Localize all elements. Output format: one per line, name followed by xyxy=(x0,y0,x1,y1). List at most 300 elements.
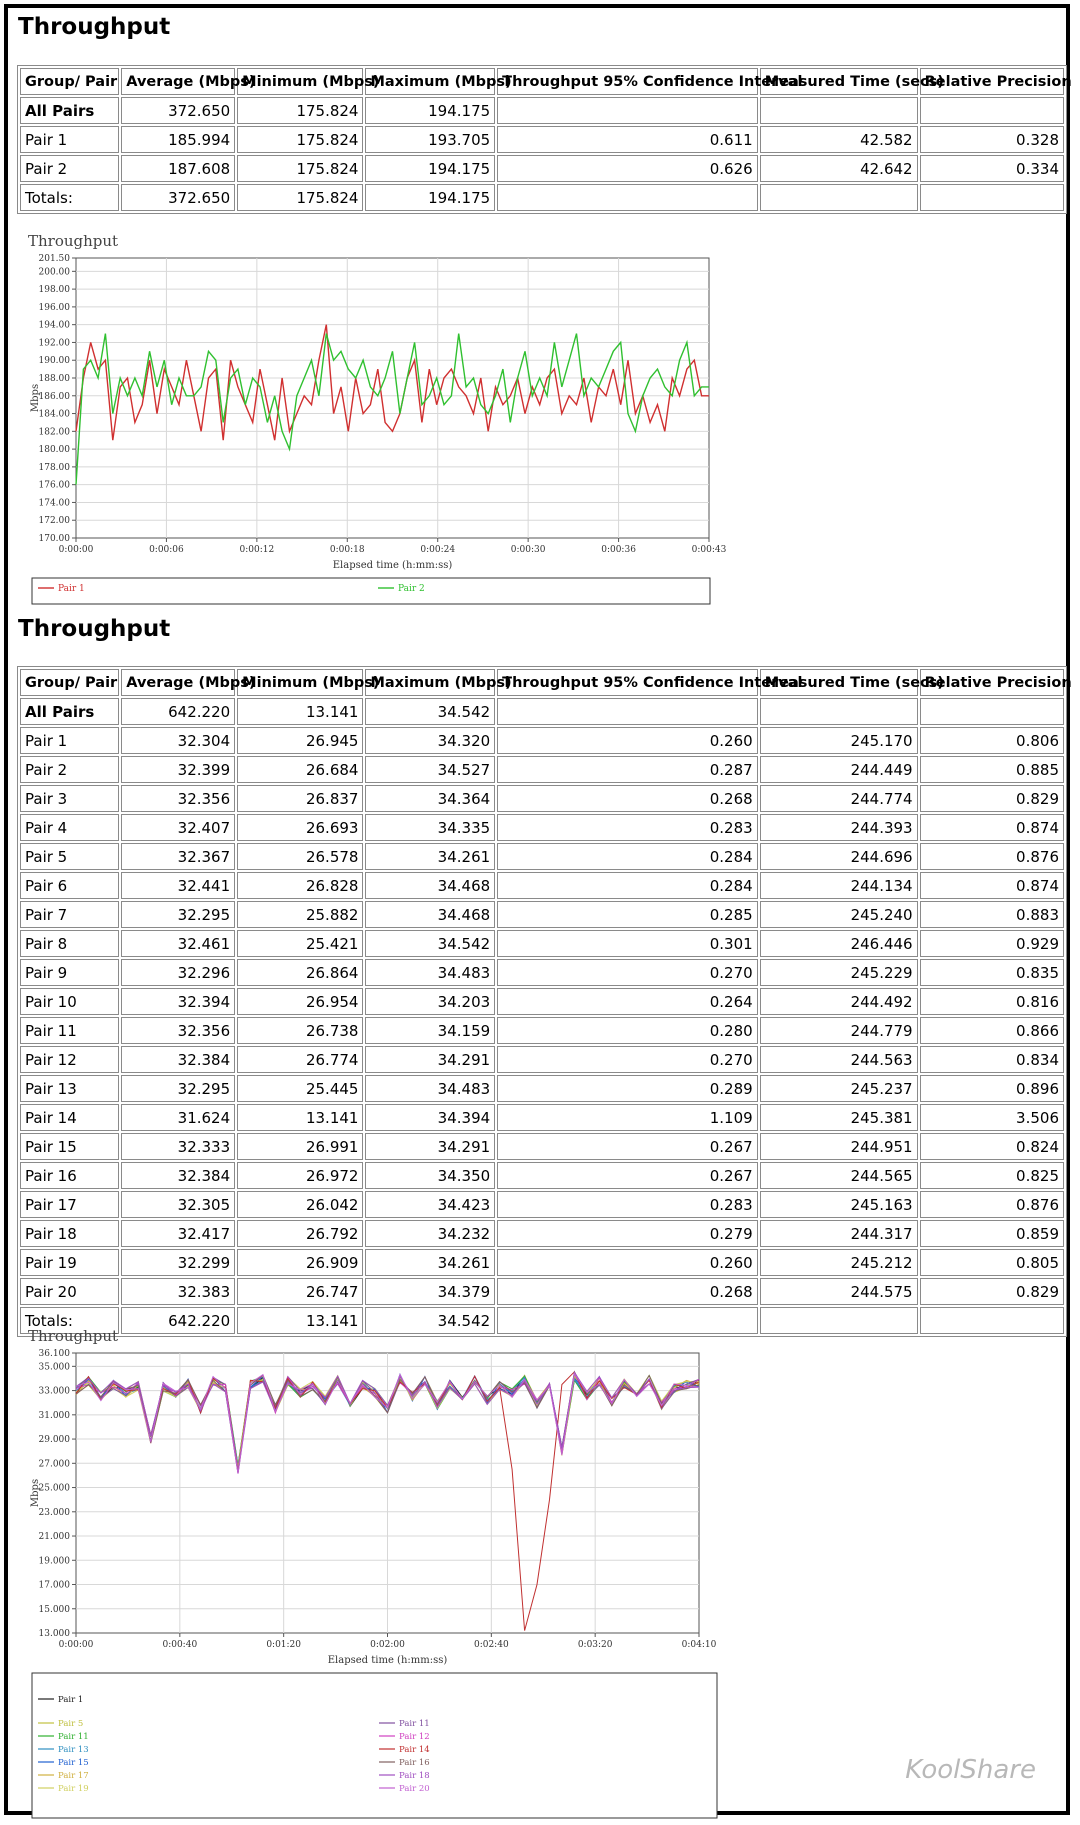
table-cell: 26.578 xyxy=(237,843,363,870)
table-cell: 372.650 xyxy=(121,97,235,124)
table-cell: 0.287 xyxy=(497,756,758,783)
chart-title: Throughput xyxy=(28,232,119,250)
y-tick-label: 23.000 xyxy=(38,1507,70,1518)
table-cell: 25.882 xyxy=(237,901,363,928)
table-cell: 0.896 xyxy=(920,1075,1064,1102)
table-cell: 0.806 xyxy=(920,727,1064,754)
table-cell: 193.705 xyxy=(365,126,495,153)
row-label: Totals: xyxy=(20,1307,119,1334)
x-tick-label: 0:00:36 xyxy=(601,545,636,555)
legend-label: Pair 19 xyxy=(58,1784,89,1794)
table-cell: 175.824 xyxy=(237,184,363,211)
table-cell: 32.394 xyxy=(121,988,235,1015)
x-tick-label: 0:02:40 xyxy=(473,1640,509,1650)
table-cell: 42.642 xyxy=(760,155,918,182)
y-tick-label: 36.100 xyxy=(38,1349,70,1359)
table-cell: 245.163 xyxy=(760,1191,918,1218)
row-label: Pair 8 xyxy=(20,930,119,957)
row-label: Pair 5 xyxy=(20,843,119,870)
y-axis-label: Mbps xyxy=(30,1478,41,1508)
legend-label: Pair 14 xyxy=(399,1745,430,1755)
row-label: Pair 7 xyxy=(20,901,119,928)
x-tick-label: 0:04:10 xyxy=(681,1640,717,1650)
table-row xyxy=(20,727,1064,754)
table-cell: 0.270 xyxy=(497,1046,758,1073)
table-cell: 34.394 xyxy=(365,1104,495,1131)
row-label: Totals: xyxy=(20,184,119,211)
y-tick-label: 192.00 xyxy=(38,338,70,349)
row-label: Pair 12 xyxy=(20,1046,119,1073)
table-cell: 3.506 xyxy=(920,1104,1064,1131)
table-cell: 25.421 xyxy=(237,930,363,957)
throughput-chart-1 xyxy=(24,230,727,615)
row-label: Pair 1 xyxy=(20,727,119,754)
table-row xyxy=(20,184,1064,211)
table-cell: 32.356 xyxy=(121,1017,235,1044)
table-cell: 245.229 xyxy=(760,959,918,986)
table-cell: 26.774 xyxy=(237,1046,363,1073)
table-cell: 0.267 xyxy=(497,1133,758,1160)
y-tick-label: 174.00 xyxy=(38,498,70,509)
row-label: Pair 1 xyxy=(20,126,119,153)
table-cell: 32.296 xyxy=(121,959,235,986)
table-cell: 34.423 xyxy=(365,1191,495,1218)
table-cell: 31.624 xyxy=(121,1104,235,1131)
table-cell: 0.929 xyxy=(920,930,1064,957)
y-tick-label: 188.00 xyxy=(38,374,70,384)
table-cell: 0.829 xyxy=(920,1278,1064,1305)
table-cell: 34.203 xyxy=(365,988,495,1015)
table-cell: 13.141 xyxy=(237,1307,363,1334)
x-tick-label: 0:00:40 xyxy=(162,1640,198,1650)
table-cell: 0.835 xyxy=(920,959,1064,986)
row-label: Pair 16 xyxy=(20,1162,119,1189)
table-cell xyxy=(920,184,1064,211)
report-frame xyxy=(4,4,1070,1815)
table-cell xyxy=(497,698,758,725)
table-cell: 32.384 xyxy=(121,1046,235,1073)
column-header: Measured Time (secs) xyxy=(760,68,918,95)
y-tick-label: 31.000 xyxy=(38,1410,70,1421)
legend-label: Pair 2 xyxy=(398,584,425,594)
table-cell: 32.399 xyxy=(121,756,235,783)
table-cell: 34.335 xyxy=(365,814,495,841)
y-tick-label: 13.000 xyxy=(38,1629,70,1639)
table-row xyxy=(20,756,1064,783)
table-cell: 244.134 xyxy=(760,872,918,899)
table-cell: 32.441 xyxy=(121,872,235,899)
table-cell: 0.284 xyxy=(497,872,758,899)
table-row xyxy=(20,930,1064,957)
table-cell: 244.951 xyxy=(760,1133,918,1160)
row-label: All Pairs xyxy=(20,698,119,725)
table-cell: 32.417 xyxy=(121,1220,235,1247)
table-cell: 0.816 xyxy=(920,988,1064,1015)
table-cell: 244.449 xyxy=(760,756,918,783)
table-cell: 26.864 xyxy=(237,959,363,986)
row-label: Pair 13 xyxy=(20,1075,119,1102)
table-cell: 0.859 xyxy=(920,1220,1064,1247)
column-header: Group/ Pair xyxy=(20,68,119,95)
table-cell: 32.295 xyxy=(121,901,235,928)
table-cell: 34.291 xyxy=(365,1046,495,1073)
table-cell: 34.468 xyxy=(365,901,495,928)
table-cell xyxy=(920,698,1064,725)
row-label: Pair 17 xyxy=(20,1191,119,1218)
y-tick-label: 21.000 xyxy=(38,1532,70,1543)
legend-label: Pair 15 xyxy=(58,1758,89,1768)
table-cell xyxy=(760,1307,918,1334)
x-tick-label: 0:00:18 xyxy=(329,545,365,555)
row-label: Pair 14 xyxy=(20,1104,119,1131)
table-cell: 0.283 xyxy=(497,814,758,841)
column-header: Maximum (Mbps) xyxy=(365,68,495,95)
row-label: Pair 3 xyxy=(20,785,119,812)
x-axis-label: Elapsed time (h:mm:ss) xyxy=(327,1655,448,1666)
y-tick-label: 186.00 xyxy=(38,391,70,402)
table-cell: 34.291 xyxy=(365,1133,495,1160)
table-cell: 34.159 xyxy=(365,1017,495,1044)
table-cell: 32.295 xyxy=(121,1075,235,1102)
table-cell: 34.483 xyxy=(365,1075,495,1102)
x-tick-label: 0:01:20 xyxy=(266,1640,302,1650)
table-cell: 0.264 xyxy=(497,988,758,1015)
table-cell: 0.289 xyxy=(497,1075,758,1102)
table-cell: 32.367 xyxy=(121,843,235,870)
table-cell: 244.563 xyxy=(760,1046,918,1073)
row-label: Pair 10 xyxy=(20,988,119,1015)
legend-label: Pair 13 xyxy=(58,1745,89,1755)
table-cell: 0.283 xyxy=(497,1191,758,1218)
table-cell: 0.285 xyxy=(497,901,758,928)
legend-label: Pair 20 xyxy=(399,1784,430,1794)
table-cell: 244.575 xyxy=(760,1278,918,1305)
table-cell: 245.237 xyxy=(760,1075,918,1102)
table-row xyxy=(20,814,1064,841)
table-cell: 32.407 xyxy=(121,814,235,841)
table-cell: 34.542 xyxy=(365,930,495,957)
section-2-title: Throughput xyxy=(18,616,171,642)
legend-label: Pair 17 xyxy=(58,1771,89,1781)
table-cell: 32.333 xyxy=(121,1133,235,1160)
table-cell: 26.991 xyxy=(237,1133,363,1160)
table-cell: 32.304 xyxy=(121,727,235,754)
y-tick-label: 17.000 xyxy=(38,1580,70,1591)
row-label: Pair 4 xyxy=(20,814,119,841)
x-axis-label: Elapsed time (h:mm:ss) xyxy=(332,560,453,571)
y-tick-label: 176.00 xyxy=(38,480,70,491)
column-header: Relative Precision xyxy=(920,68,1064,95)
table-cell: 1.109 xyxy=(497,1104,758,1131)
table-cell: 26.954 xyxy=(237,988,363,1015)
table-cell: 642.220 xyxy=(121,698,235,725)
column-header: Measured Time (secs) xyxy=(760,669,918,696)
table-row xyxy=(20,901,1064,928)
table-cell: 642.220 xyxy=(121,1307,235,1334)
table-row xyxy=(20,1046,1064,1073)
table-row xyxy=(20,1162,1064,1189)
y-tick-label: 190.00 xyxy=(38,356,70,367)
table-row xyxy=(20,1104,1064,1131)
table-cell: 32.299 xyxy=(121,1249,235,1276)
column-header: Maximum (Mbps) xyxy=(365,669,495,696)
table-cell: 0.301 xyxy=(497,930,758,957)
row-label: Pair 6 xyxy=(20,872,119,899)
table-cell: 0.874 xyxy=(920,814,1064,841)
table-cell: 0.883 xyxy=(920,901,1064,928)
x-tick-label: 0:00:12 xyxy=(239,545,275,555)
legend-label: Pair 5 xyxy=(58,1719,84,1729)
y-tick-label: 172.00 xyxy=(38,516,70,527)
table-row xyxy=(20,1133,1064,1160)
table-cell: 26.945 xyxy=(237,727,363,754)
x-tick-label: 0:00:00 xyxy=(58,545,94,555)
column-header: Relative Precision xyxy=(920,669,1064,696)
table-cell: 0.874 xyxy=(920,872,1064,899)
column-header: Throughput 95% Confidence Interval xyxy=(497,68,758,95)
table-row xyxy=(20,698,1064,725)
table-cell xyxy=(760,97,918,124)
table-cell: 0.267 xyxy=(497,1162,758,1189)
table-row xyxy=(20,1075,1064,1102)
x-tick-label: 0:00:00 xyxy=(58,1640,94,1650)
koolshare-watermark: KoolShare xyxy=(905,1755,1036,1785)
table-cell: 0.268 xyxy=(497,1278,758,1305)
x-tick-label: 0:00:30 xyxy=(510,545,546,555)
table-cell: 0.805 xyxy=(920,1249,1064,1276)
table-row xyxy=(20,97,1064,124)
y-tick-label: 19.000 xyxy=(38,1556,70,1567)
table-row xyxy=(20,1017,1064,1044)
table-cell: 244.696 xyxy=(760,843,918,870)
row-label: Pair 2 xyxy=(20,155,119,182)
legend-label: Pair 18 xyxy=(399,1771,430,1781)
y-tick-label: 25.000 xyxy=(38,1483,70,1494)
table-cell: 245.170 xyxy=(760,727,918,754)
table-cell: 0.626 xyxy=(497,155,758,182)
y-tick-label: 35.000 xyxy=(38,1362,70,1373)
y-tick-label: 196.00 xyxy=(38,302,70,313)
table-cell: 0.825 xyxy=(920,1162,1064,1189)
throughput-table-2 xyxy=(17,666,1072,1337)
column-header: Minimum (Mbps) xyxy=(237,669,363,696)
table-row xyxy=(20,1278,1064,1305)
table-cell: 194.175 xyxy=(365,155,495,182)
legend-label: Pair 12 xyxy=(399,1732,430,1742)
table-cell: 42.582 xyxy=(760,126,918,153)
column-header: Average (Mbps) xyxy=(121,669,235,696)
table-cell: 0.260 xyxy=(497,1249,758,1276)
column-header: Minimum (Mbps) xyxy=(237,68,363,95)
y-tick-label: 182.00 xyxy=(38,427,70,438)
table-cell: 13.141 xyxy=(237,698,363,725)
y-tick-label: 184.00 xyxy=(38,409,70,420)
table-cell: 34.261 xyxy=(365,1249,495,1276)
legend-label: Pair 1 xyxy=(58,1695,84,1705)
y-axis-label: Mbps xyxy=(30,383,41,413)
table-cell: 32.384 xyxy=(121,1162,235,1189)
table-cell xyxy=(760,184,918,211)
x-tick-label: 0:00:43 xyxy=(691,545,727,555)
y-tick-label: 33.000 xyxy=(38,1386,70,1397)
row-label: Pair 20 xyxy=(20,1278,119,1305)
table-cell: 0.876 xyxy=(920,1191,1064,1218)
legend-label: Pair 11 xyxy=(58,1732,89,1742)
table-cell: 13.141 xyxy=(237,1104,363,1131)
table-cell: 0.885 xyxy=(920,756,1064,783)
table-cell: 26.042 xyxy=(237,1191,363,1218)
table-cell: 25.445 xyxy=(237,1075,363,1102)
row-label: Pair 15 xyxy=(20,1133,119,1160)
table-cell: 194.175 xyxy=(365,97,495,124)
legend-box xyxy=(32,578,710,604)
table-cell: 0.824 xyxy=(920,1133,1064,1160)
table-cell: 26.837 xyxy=(237,785,363,812)
table-cell: 26.684 xyxy=(237,756,363,783)
row-label: Pair 9 xyxy=(20,959,119,986)
row-label: Pair 18 xyxy=(20,1220,119,1247)
table-cell: 0.876 xyxy=(920,843,1064,870)
table-row xyxy=(20,785,1064,812)
table-cell: 34.350 xyxy=(365,1162,495,1189)
table-cell xyxy=(920,97,1064,124)
table-cell: 26.738 xyxy=(237,1017,363,1044)
throughput-chart-2 xyxy=(24,1325,724,1825)
table-cell: 26.828 xyxy=(237,872,363,899)
y-tick-label: 170.00 xyxy=(38,534,70,544)
y-tick-label: 178.00 xyxy=(38,462,70,473)
row-label: Pair 19 xyxy=(20,1249,119,1276)
table-row xyxy=(20,126,1064,153)
table-cell: 34.320 xyxy=(365,727,495,754)
table-row xyxy=(20,155,1064,182)
table-cell: 244.317 xyxy=(760,1220,918,1247)
x-tick-label: 0:00:24 xyxy=(420,545,456,555)
table-row xyxy=(20,1191,1064,1218)
table-cell: 26.972 xyxy=(237,1162,363,1189)
table-cell: 34.232 xyxy=(365,1220,495,1247)
table-cell: 34.542 xyxy=(365,1307,495,1334)
table-row xyxy=(20,988,1064,1015)
table-row xyxy=(20,959,1064,986)
legend-box xyxy=(32,1673,717,1818)
table-cell xyxy=(497,184,758,211)
throughput-table-1 xyxy=(17,65,1072,214)
chart-title: Throughput xyxy=(28,1327,119,1345)
table-cell: 0.328 xyxy=(920,126,1064,153)
table-cell: 34.468 xyxy=(365,872,495,899)
table-cell: 34.364 xyxy=(365,785,495,812)
table-cell xyxy=(760,698,918,725)
x-tick-label: 0:00:06 xyxy=(149,545,184,555)
y-tick-label: 180.00 xyxy=(38,445,70,456)
x-tick-label: 0:02:00 xyxy=(370,1640,405,1650)
column-header: Average (Mbps) xyxy=(121,68,235,95)
row-label: All Pairs xyxy=(20,97,119,124)
y-tick-label: 27.000 xyxy=(38,1459,70,1470)
table-cell: 0.268 xyxy=(497,785,758,812)
table-cell: 175.824 xyxy=(237,155,363,182)
table-cell: 34.527 xyxy=(365,756,495,783)
legend-label: Pair 1 xyxy=(58,584,85,594)
table-cell: 34.483 xyxy=(365,959,495,986)
table-cell: 0.334 xyxy=(920,155,1064,182)
table-cell: 32.305 xyxy=(121,1191,235,1218)
table-cell: 0.270 xyxy=(497,959,758,986)
table-cell: 26.747 xyxy=(237,1278,363,1305)
x-tick-label: 0:03:20 xyxy=(577,1640,613,1650)
table-row xyxy=(20,1249,1064,1276)
y-tick-label: 15.000 xyxy=(38,1604,70,1615)
table-cell: 246.446 xyxy=(760,930,918,957)
table-cell: 244.393 xyxy=(760,814,918,841)
table-cell: 0.834 xyxy=(920,1046,1064,1073)
table-cell: 0.866 xyxy=(920,1017,1064,1044)
legend-label: Pair 11 xyxy=(399,1719,430,1729)
table-cell: 245.381 xyxy=(760,1104,918,1131)
table-cell: 175.824 xyxy=(237,97,363,124)
y-tick-label: 201.50 xyxy=(38,254,70,264)
table-row xyxy=(20,1220,1064,1247)
table-cell: 245.212 xyxy=(760,1249,918,1276)
table-cell: 32.356 xyxy=(121,785,235,812)
table-cell: 244.565 xyxy=(760,1162,918,1189)
row-label: Pair 2 xyxy=(20,756,119,783)
table-cell: 0.611 xyxy=(497,126,758,153)
table-cell: 245.240 xyxy=(760,901,918,928)
table-cell: 0.829 xyxy=(920,785,1064,812)
row-label: Pair 11 xyxy=(20,1017,119,1044)
y-tick-label: 200.00 xyxy=(38,267,70,278)
table-cell xyxy=(920,1307,1064,1334)
table-cell: 244.774 xyxy=(760,785,918,812)
legend-label: Pair 16 xyxy=(399,1758,430,1768)
table-cell: 0.284 xyxy=(497,843,758,870)
table-cell: 32.461 xyxy=(121,930,235,957)
y-tick-label: 194.00 xyxy=(38,320,70,331)
table-cell: 194.175 xyxy=(365,184,495,211)
table-cell: 244.779 xyxy=(760,1017,918,1044)
throughput-chart-2-svg xyxy=(24,1325,724,1820)
table-header-row xyxy=(20,68,1064,95)
table-row xyxy=(20,843,1064,870)
table-cell: 26.909 xyxy=(237,1249,363,1276)
table-cell: 32.383 xyxy=(121,1278,235,1305)
table-cell: 187.608 xyxy=(121,155,235,182)
table-cell: 185.994 xyxy=(121,126,235,153)
table-cell: 34.261 xyxy=(365,843,495,870)
table-cell: 34.379 xyxy=(365,1278,495,1305)
table-header-row xyxy=(20,669,1064,696)
table-cell: 26.792 xyxy=(237,1220,363,1247)
section-1-title: Throughput xyxy=(18,14,171,40)
table-cell: 34.542 xyxy=(365,698,495,725)
y-tick-label: 198.00 xyxy=(38,285,70,296)
table-cell: 0.280 xyxy=(497,1017,758,1044)
table-cell: 26.693 xyxy=(237,814,363,841)
table-row xyxy=(20,872,1064,899)
throughput-chart-1-svg xyxy=(24,230,727,610)
table-cell: 372.650 xyxy=(121,184,235,211)
column-header: Group/ Pair xyxy=(20,669,119,696)
table-cell xyxy=(497,97,758,124)
column-header: Throughput 95% Confidence Interval xyxy=(497,669,758,696)
table-cell: 0.260 xyxy=(497,727,758,754)
table-cell: 0.279 xyxy=(497,1220,758,1247)
y-tick-label: 29.000 xyxy=(38,1435,70,1446)
table-cell: 244.492 xyxy=(760,988,918,1015)
table-cell: 175.824 xyxy=(237,126,363,153)
